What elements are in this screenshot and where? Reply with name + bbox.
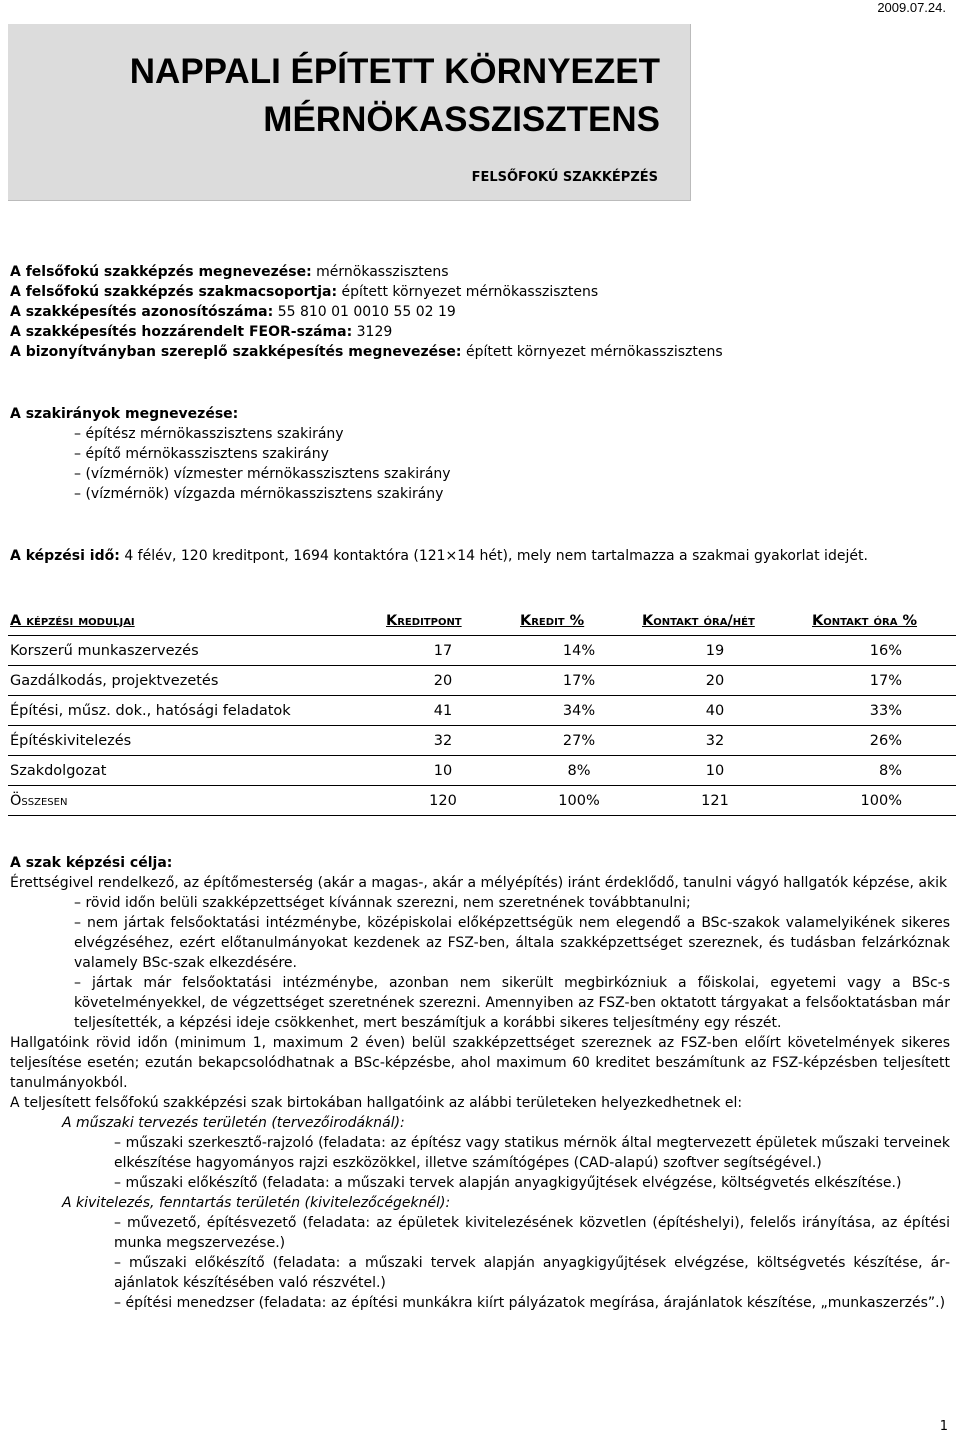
branches-label: A szakirányok megnevezése: (10, 406, 239, 422)
area-item: – műszaki szerkesztő-rajzoló (feladata: az építész vagy statikus mérnök által megtervezett épületek műszaki terveinek elkészítése hagyományos rajzi eszközökkel, illetve számítógépes (CAD-alapú) szoftver segítségével.) (114, 1135, 950, 1171)
modules-table (8, 606, 956, 816)
branch-item: – építő mérnökasszisztens szakirány (10, 444, 950, 464)
title-banner (8, 24, 691, 201)
branch-item: – építész mérnökasszisztens szakirány (10, 424, 950, 444)
goal-paragraph: Hallgatóink rövid időn (minimum 1, maximum 2 éven) belül szakképzettséget szereznek az FSZ-ben előírt követelmények sikeres teljesítése esetén; ezután bekapcsolódhatnak a BSc-képzésbe, ahol maximum 60 kreditet beszámítunk az FSZ-képzésben teljesített tanulmányokból. (10, 1035, 950, 1091)
goal-item: – jártak már felsőoktatási intézménybe, azonban nem sikerült megbirkózniuk a főiskolai, egyetemi vagy a BSc-s követelményekkel, de végzettséget szeretnének szerezni. Amennyiben az FSZ-ben oktatott tárgyakat a felsőoktatásban már teljesítették, a képzési ideje csökkenhet, mert beszámítjuk a korábbi sikeres teljesítmény egy részét. (74, 975, 951, 1031)
duration-line: A képzési idő: 4 félév, 120 kreditpont, 1694 kontaktóra (121×14 hét), mely nem tartalmazza a szakmai gyakorlat idejét. (10, 548, 868, 564)
info-line: A felsőfokú szakképzés megnevezése: mérnökasszisztens (10, 264, 449, 280)
goal-intro: Érettségivel rendelkező, az építőmesterség (akár a magas-, akár a mélyépítés) iránt érdeklődő, tanulni vágyó hallgatók képzése, akik (10, 875, 948, 891)
title-line-1: NAPPALI ÉPÍTETT KÖRNYEZET (129, 52, 660, 91)
table-row: Építéskivitelezés 32 27% 32 26% (8, 726, 956, 756)
area-item: – műszaki előkészítő (feladata: a műszaki tervek alapján anyagkigyűjtések elvégzése, költségvetés készítése, árajánlatok készítésében való részvétel.) (114, 1255, 951, 1291)
table-row: Szakdolgozat 10 8% 10 8% (8, 756, 956, 786)
goal-section (10, 853, 950, 1313)
area-heading: A műszaki tervezés területén (tervezőirodáknál): (62, 1115, 405, 1131)
date: 2009.07.24. (877, 0, 946, 15)
subtitle: FELSŐFOKÚ SZAKKÉPZÉS (471, 170, 658, 185)
branch-item: – (vízmérnök) vízgazda mérnökasszisztens szakirány (10, 484, 950, 504)
branch-item: – (vízmérnök) vízmester mérnökasszisztens szakirány (10, 464, 950, 484)
area-item: – építési menedzser (feladata: az építési munkákra kiírt pályázatok megírása, árajánlatok készítése, „munkaszerzés”.) (114, 1295, 946, 1311)
info-line: A szakképesítés hozzárendelt FEOR-száma: 3129 (10, 324, 393, 340)
info-line: A felsőfokú szakképzés szakmacsoportja: épített környezet mérnökasszisztens (10, 284, 599, 300)
info-line: A szakképesítés azonosítószáma: 55 810 01 0010 55 02 19 (10, 304, 456, 320)
table-row: Korszerű munkaszervezés 17 14% 19 16% (8, 636, 956, 666)
table-header (8, 606, 956, 636)
table-total-row: Összesen 120 100% 121 100% (8, 786, 956, 816)
branches-block (10, 404, 950, 504)
col-header: A képzési moduljai (10, 612, 135, 629)
col-header: Kredit % (520, 612, 585, 629)
col-header: Kontakt óra/hét (642, 612, 755, 629)
table-row: Építési, műsz. dok., hatósági feladatok 41 34% 40 33% (8, 696, 956, 726)
info-line: A bizonyítványban szereplő szakképesítés megnevezése: épített környezet mérnökasszisztens (10, 344, 723, 360)
title-line-2: MÉRNÖKASSZISZTENS (263, 100, 660, 139)
page-title (130, 48, 660, 144)
goal-paragraph: A teljesített felsőfokú szakképzési szak birtokában hallgatóink az alábbi területeken helyezkedhetnek el: (10, 1095, 743, 1111)
goal-item: – nem jártak felsőoktatási intézménybe, középiskolai előképzettségük nem elegendő a BSc-szakok valamelyikének sikeres elvégzéséhez, ezért előtanulmányokat kezdenek az FSZ-ben, általa szakképzettséget szereznek, és tudásban felzárkóznak valamely BSc-szak elkezdésére. (74, 915, 950, 971)
col-header: Kreditpont (386, 612, 462, 629)
area-heading: A kivitelezés, fenntartás területén (kivitelezőcégeknél): (62, 1195, 451, 1211)
area-item: – művezető, építésvezető (feladata: az épületek kivitelezésének közvetlen (építéshelyi), felelős irányítása, az építési munka megszervezése.) (114, 1215, 950, 1251)
info-block (10, 262, 950, 362)
page-number: 1 (939, 1419, 948, 1434)
goal-heading: A szak képzési célja: (10, 855, 173, 871)
col-header: Kontakt óra % (812, 612, 918, 629)
table-row: Gazdálkodás, projektvezetés 20 17% 20 17% (8, 666, 956, 696)
area-item: – műszaki előkészítő (feladata: a műszaki tervek alapján anyagkigyűjtések elvégzése, költségvetés elkészítése.) (114, 1175, 902, 1191)
goal-item: – rövid időn belüli szakképzettséget kívánnak szerezni, nem szeretnének továbbtanulni; (74, 895, 691, 911)
